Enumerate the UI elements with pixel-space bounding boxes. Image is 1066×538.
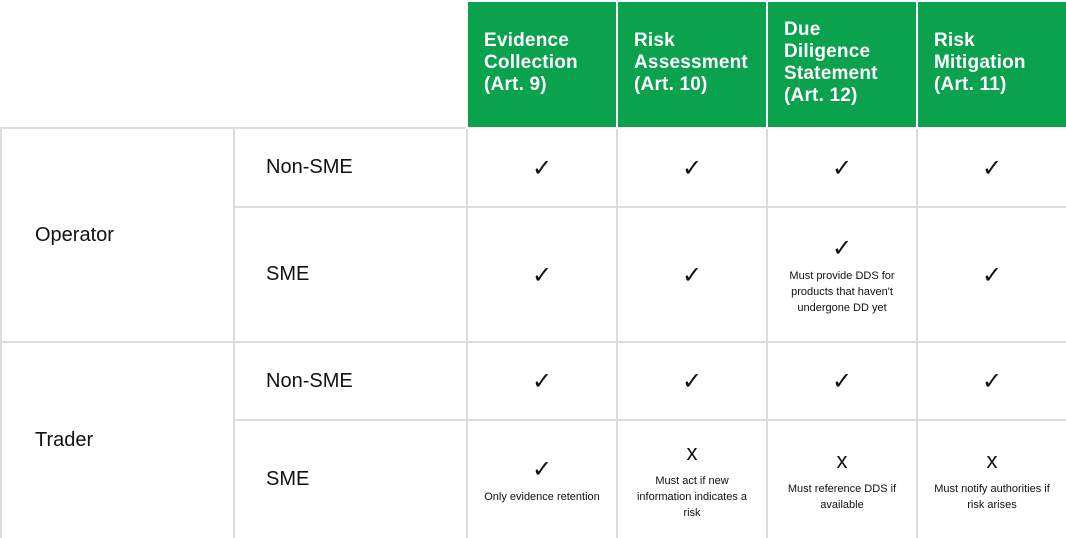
obligation-cell: [917, 420, 1066, 538]
cross-mark-icon: x: [836, 447, 848, 473]
check-mark-icon: ✓: [831, 153, 853, 182]
column-header-line: (Art. 11): [934, 74, 1007, 95]
check-mark-icon: ✓: [981, 367, 1003, 395]
check-mark-icon: ✓: [981, 260, 1003, 289]
column-header-line: (Art. 9): [484, 74, 547, 95]
obligation-cell: [767, 128, 917, 207]
obligation-cell: [617, 342, 767, 420]
cell-note: Must notify authorities if risk arises: [934, 482, 1050, 511]
obligation-cell: [917, 128, 1066, 207]
column-header-lines: [484, 30, 608, 96]
column-header-line: (Art. 12): [784, 85, 858, 106]
size-label: SME: [234, 207, 467, 342]
cross-mark-icon: x: [686, 439, 698, 465]
check-mark-icon: ✓: [831, 367, 853, 395]
table-row: [1, 342, 1066, 420]
column-header-line: Diligence: [784, 41, 871, 62]
header-row: [1, 1, 1066, 128]
column-header-risk-assessment: [617, 1, 767, 128]
column-header-line: Mitigation: [934, 52, 1026, 73]
header-corner: [1, 1, 467, 128]
obligation-cell: [767, 342, 917, 420]
column-header-line: Risk: [634, 30, 675, 51]
size-label: Non-SME: [234, 342, 467, 420]
column-header-line: Collection: [484, 52, 578, 73]
cross-mark-icon: x: [986, 447, 998, 473]
column-header-lines: [934, 30, 1058, 96]
column-header-risk-mitigation: [917, 1, 1066, 128]
column-header-lines: [784, 19, 908, 107]
obligation-cell: [767, 420, 917, 538]
check-mark-icon: ✓: [531, 454, 553, 483]
check-mark-icon: ✓: [531, 260, 553, 289]
obligation-cell: [467, 207, 617, 342]
column-header-due-diligence-statement: [767, 1, 917, 128]
obligation-cell: [467, 128, 617, 207]
obligation-cell: [617, 207, 767, 342]
table-row: [1, 128, 1066, 207]
size-label: SME: [234, 420, 467, 538]
role-label-trader: Trader: [1, 342, 234, 538]
column-header-line: (Art. 10): [634, 74, 708, 95]
check-mark-icon: ✓: [981, 153, 1003, 182]
column-header-line: Risk: [934, 30, 975, 51]
obligation-cell: [767, 207, 917, 342]
column-header-lines: [634, 30, 758, 96]
check-mark-icon: ✓: [681, 153, 703, 182]
cell-note: Must provide DDS for products that haven't undergone DD yet: [789, 269, 895, 314]
column-header-line: Assessment: [634, 52, 748, 73]
check-mark-icon: ✓: [681, 367, 703, 395]
role-label-operator: Operator: [1, 128, 234, 342]
size-label: Non-SME: [234, 128, 467, 207]
obligation-cell: [917, 207, 1066, 342]
check-mark-icon: ✓: [831, 233, 853, 262]
column-header-line: Due: [784, 19, 821, 40]
column-header-line: Statement: [784, 63, 878, 84]
obligation-cell: [617, 128, 767, 207]
obligation-cell: [617, 420, 767, 538]
check-mark-icon: ✓: [531, 153, 553, 182]
obligation-cell: [917, 342, 1066, 420]
check-mark-icon: ✓: [531, 367, 553, 395]
obligation-cell: [467, 342, 617, 420]
cell-note: Only evidence retention: [484, 490, 600, 503]
column-header-evidence-collection: [467, 1, 617, 128]
cell-note: Must act if new information indicates a risk: [636, 474, 748, 519]
check-mark-icon: ✓: [681, 260, 703, 289]
column-header-line: Evidence: [484, 30, 570, 51]
obligation-cell: [467, 420, 617, 538]
cell-note: Must reference DDS if available: [787, 482, 897, 511]
